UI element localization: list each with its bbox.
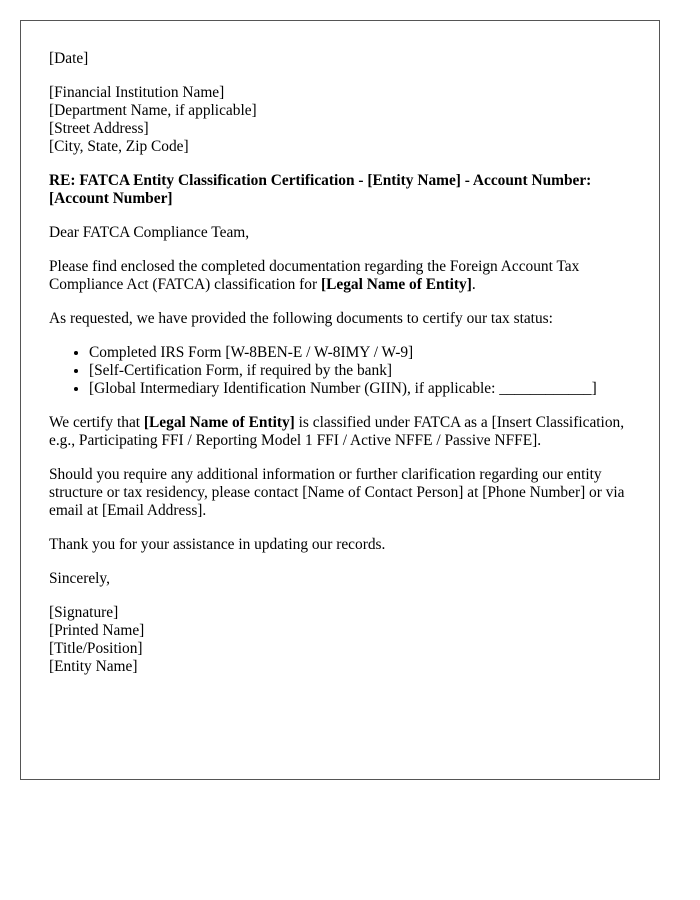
date-line: [49, 50, 631, 68]
printed-name: [Printed Name]: [49, 622, 145, 639]
signature-block: [49, 604, 631, 676]
signature: [Signature]: [49, 604, 119, 621]
contact-paragraph: Should you require any additional information or further clarification regarding our entity structure or tax residency, please contact [Name of Contact Person] at [Phone Number] or via email at [Email Address].: [49, 466, 625, 519]
list-item: • [Global Intermediary Identification Number (GIIN), if applicable: ____________]: [89, 380, 631, 398]
list-item: • Completed IRS Form [W-8BEN-E / W-8IMY / W-9]: [89, 344, 631, 362]
certify-text: We certify that: [49, 414, 144, 431]
recipient-address: [49, 84, 631, 156]
subject-line: RE: FATCA Entity Classification Certification - [Entity Name] - Account Number: [Account Number]: [49, 172, 592, 207]
certify-classification: is classified under FATCA as a [Insert Classification, e.g., Participating FFI / Reporting Model 1 FFI / Active NFFE / Passive NFFE].: [49, 414, 625, 449]
recipient-street: [Street Address]: [49, 120, 149, 137]
intro-text: Please find enclosed the completed documentation regarding the Foreign Account Tax Compliance Act (FATCA) classification for: [49, 258, 580, 293]
list-item: • [Self-Certification Form, if required by the bank]: [89, 362, 631, 380]
intro-paragraph: [49, 258, 631, 294]
letter-page: [20, 20, 660, 780]
recipient-institution: [Financial Institution Name]: [49, 84, 225, 101]
documents-intro: As requested, we have provided the following documents to certify our tax status:: [49, 310, 553, 327]
thanks-paragraph: Thank you for your assistance in updating our records.: [49, 536, 386, 553]
closing: Sincerely,: [49, 570, 110, 587]
documents-list: [49, 344, 631, 398]
date: [Date]: [49, 50, 89, 67]
title-position: [Title/Position]: [49, 640, 143, 657]
recipient-department: [Department Name, if applicable]: [49, 102, 257, 119]
intro-entity-name: [Legal Name of Entity]: [320, 276, 472, 293]
entity-name: [Entity Name]: [49, 658, 138, 675]
certify-entity-name: [Legal Name of Entity]: [143, 414, 295, 431]
salutation: Dear FATCA Compliance Team,: [49, 224, 250, 241]
intro-end: .: [471, 276, 476, 293]
certify-paragraph: [49, 414, 631, 450]
recipient-city: [City, State, Zip Code]: [49, 138, 189, 155]
